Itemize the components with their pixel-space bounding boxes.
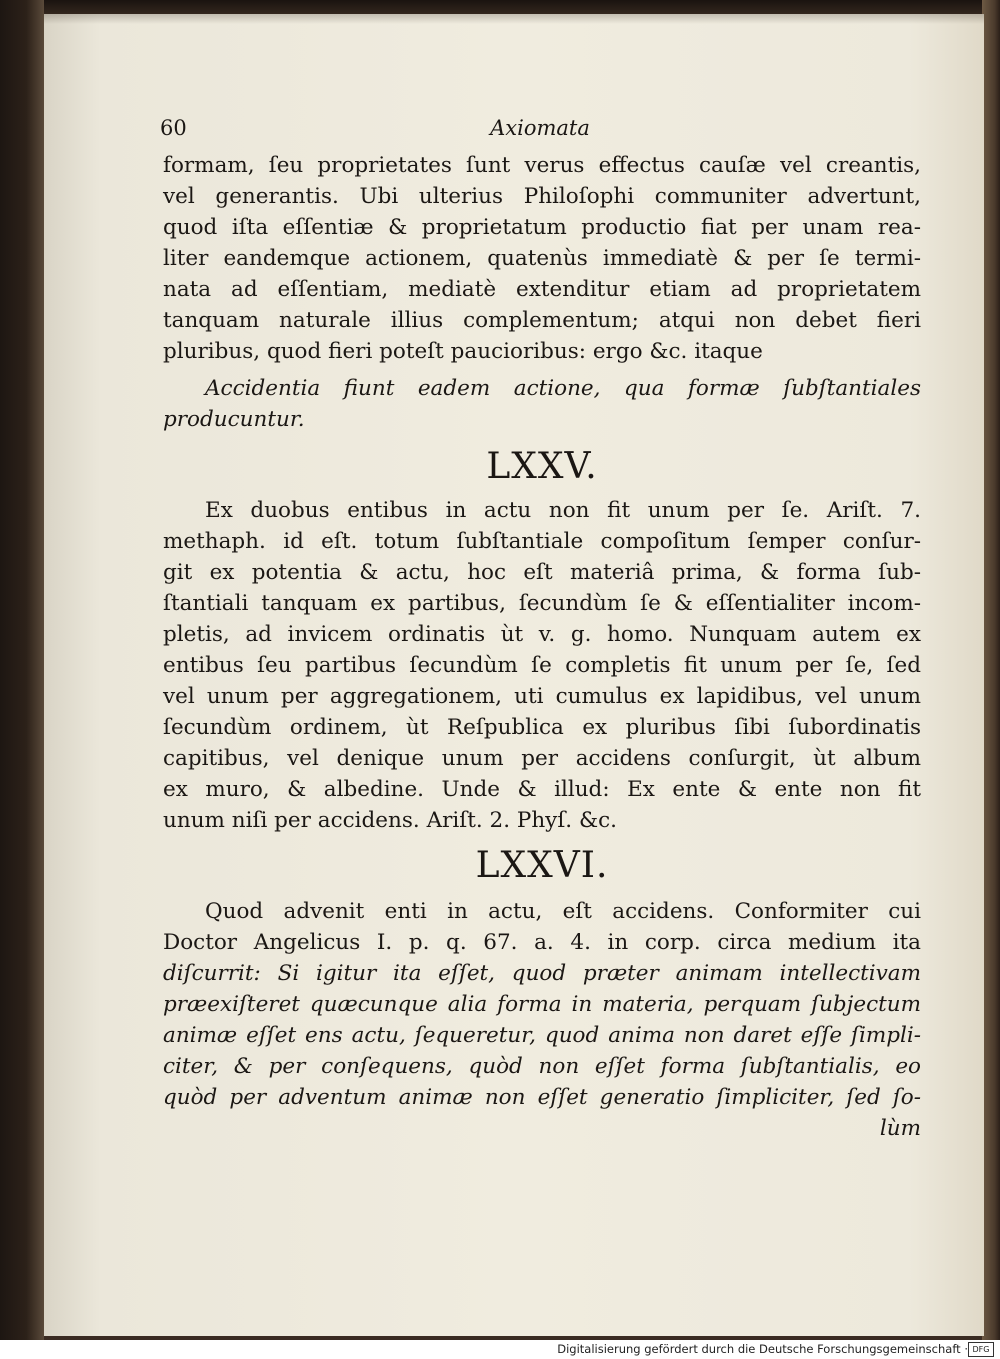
section-heading-lxxvi: LXXVI. bbox=[475, 845, 609, 886]
page-number: 60 bbox=[160, 116, 187, 140]
text-line: Ex duobus entibus in actu non fit unum per ſe. Ariſt. 7. bbox=[205, 498, 921, 523]
dfg-logo-icon: DFG bbox=[968, 1342, 994, 1357]
text-line: capitibus, vel denique unum per accidens conſurgit, ùt album bbox=[163, 746, 921, 771]
text-line: quod iſta eſſentiæ & proprietatum productio fiat per unam rea- bbox=[163, 215, 921, 240]
text-block bbox=[163, 150, 921, 1144]
paragraph-lxxv bbox=[163, 495, 921, 836]
text-line: vel generantis. Ubi ulterius Philoſophi communiter advertunt, bbox=[163, 184, 921, 209]
catchword: lùm bbox=[879, 1116, 921, 1141]
text-line: Doctor Angelicus I. p. q. 67. a. 4. in corp. circa medium ita bbox=[163, 930, 921, 955]
paragraph-continuation bbox=[163, 150, 921, 367]
page-edge-right bbox=[982, 0, 1000, 1340]
text-line: pletis, ad invicem ordinatis ùt v. g. homo. Nunquam autem ex bbox=[163, 622, 921, 647]
text-line: git ex potentia & actu, hoc eſt materiâ prima, & forma ſub- bbox=[163, 560, 921, 585]
funding-credit: Digitalisierung gefördert durch die Deutsche Forschungsgemeinschaft · bbox=[557, 1342, 968, 1356]
text-line: diſcurrit: Si igitur ita eſſet, quod præter animam intellectivam bbox=[163, 961, 921, 986]
text-line: pluribus, quod fieri poteſt paucioribus: ergo &c. itaque bbox=[163, 339, 763, 364]
section-heading-lxxv: LXXV. bbox=[486, 446, 598, 487]
axiom-line: Accidentia fiunt eadem actione, qua formæ ſubſtantiales bbox=[205, 376, 921, 401]
text-line: animæ eſſet ens actu, ſequeretur, quod anima non daret eſſe ſimpli- bbox=[163, 1023, 921, 1048]
text-line: vel unum per aggregationem, uti cumulus ex lapidibus, vel unum bbox=[163, 684, 921, 709]
text-line: entibus ſeu partibus ſecundùm ſe completis fit unum per ſe, ſed bbox=[163, 653, 921, 678]
text-line: liter eandemque actionem, quatenùs immediatè & per ſe termi- bbox=[163, 246, 921, 271]
text-line: citer, & per conſequens, quòd non eſſet forma ſubſtantialis, eo bbox=[163, 1054, 921, 1079]
text-line: methaph. id eſt. totum ſubſtantiale compoſitum ſemper conſur- bbox=[163, 529, 921, 554]
text-line: præexiſteret quæcunque alia forma in materia, perquam ſubjectum bbox=[163, 992, 921, 1017]
text-line: formam, ſeu proprietates ſunt verus effectus cauſæ vel creantis, bbox=[163, 153, 921, 178]
axiom-line: producuntur. bbox=[163, 407, 305, 432]
text-line: ſecundùm ordinem, ùt Reſpublica ex pluribus ſibi ſubordinatis bbox=[163, 715, 921, 740]
running-title: Axiomata bbox=[490, 116, 590, 140]
text-line: ex muro, & albedine. Unde & illud: Ex ente & ente non fit bbox=[163, 777, 921, 802]
text-line: tanquam naturale illius complementum; atqui non debet fieri bbox=[163, 308, 921, 333]
text-line: nata ad eſſentiam, mediatè extenditur etiam ad proprietatem bbox=[163, 277, 921, 302]
page-header bbox=[160, 116, 920, 146]
text-line: ſtantiali tanquam ex partibus, ſecundùm ſe & eſſentialiter incom- bbox=[163, 591, 921, 616]
axiom-statement bbox=[163, 373, 921, 435]
book-spine-shadow bbox=[0, 0, 44, 1340]
text-line: unum niſi per accidens. Ariſt. 2. Phyſ. &c. bbox=[163, 808, 617, 833]
text-line: quòd per adventum animæ non eſſet generatio ſimpliciter, ſed ſo- bbox=[163, 1085, 921, 1110]
text-line: Quod advenit enti in actu, eſt accidens. Conformiter cui bbox=[205, 899, 921, 924]
paragraph-lxxvi bbox=[163, 896, 921, 1144]
